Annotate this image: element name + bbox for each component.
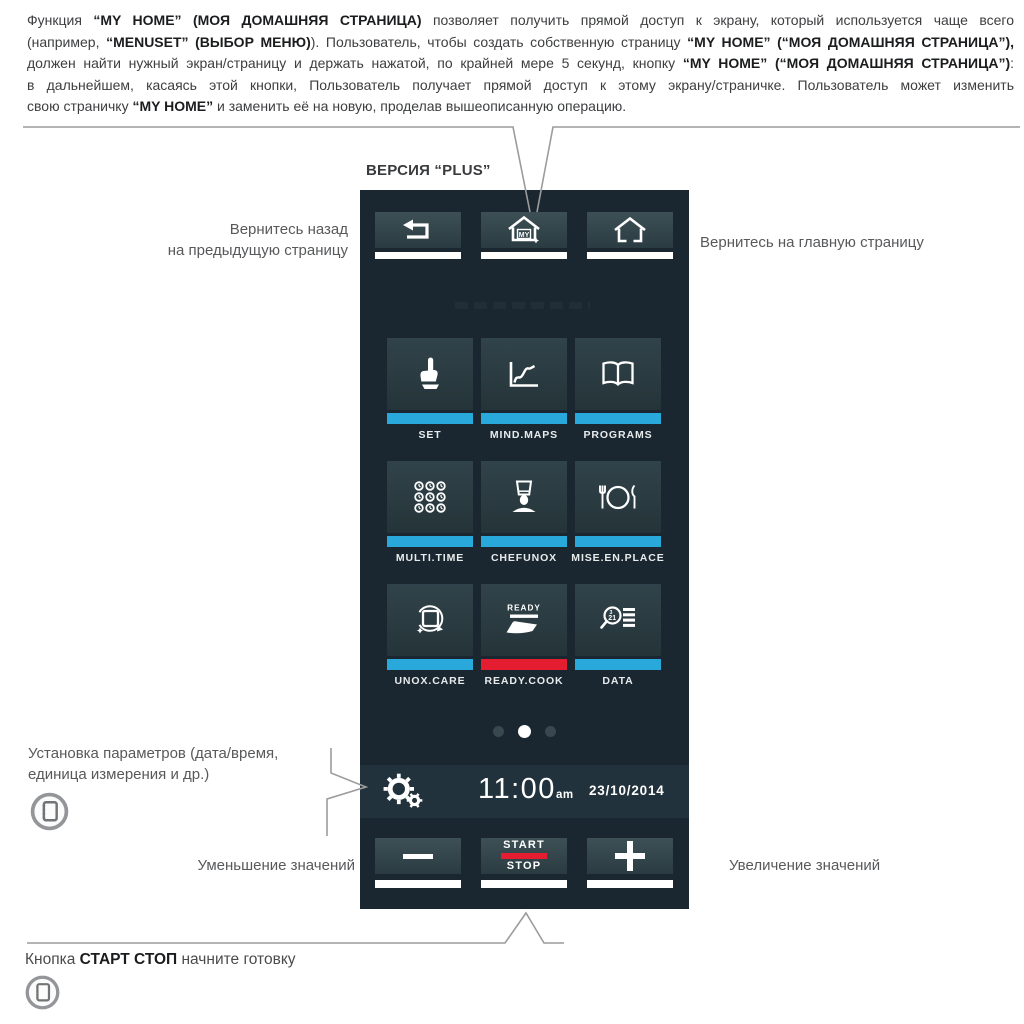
minus-button-underline [375, 880, 461, 888]
tile-label-mise-en-place: MISE.EN.PLACE [571, 552, 665, 564]
home-button[interactable] [587, 212, 673, 248]
tile-chefunox-bar [481, 536, 567, 547]
intro-line: (например, “MENUSET” (ВЫБОР МЕНЮ)). Пользователь, чтобы создать собственную страницу “MY HOME” (“МОЯ ДОМАШНЯЯ СТРАНИЦА”), [27, 33, 1014, 50]
tile-multi-time-bar [387, 536, 473, 547]
plate-cutlery-icon [597, 482, 639, 512]
tile-data[interactable] [575, 584, 661, 656]
tile-label-set: SET [418, 429, 442, 441]
tile-label-programs: PROGRAMS [583, 429, 653, 441]
tile-label-unox-care: UNOX.CARE [394, 675, 466, 687]
page-dot[interactable] [493, 726, 504, 737]
oven-display-panel [360, 190, 689, 909]
status-strip [360, 765, 689, 818]
tile-mise-en-place-bar [575, 536, 661, 547]
home-button-underline [587, 252, 673, 259]
tile-label-ready-cook: READY.COOK [484, 675, 564, 687]
tile-label-chefunox: CHEFUNOX [490, 552, 558, 564]
plus-icon [615, 841, 645, 871]
tile-ready-cook[interactable] [481, 584, 567, 656]
svg-text:READY: READY [507, 603, 541, 613]
start-stop-content [501, 840, 547, 872]
tile-mise-en-place[interactable] [575, 461, 661, 533]
intro-line: должен найти нужный экран/страницу и держать нажатой, по крайней мере 5 секунд, кнопку “MY HOME” (“МОЯ ДОМАШНЯЯ СТРАНИЦА”): [27, 55, 1014, 71]
faint-screen-text [455, 302, 590, 309]
tile-set-bar [387, 413, 473, 424]
annotation-decrease: Уменьшение значений [197, 857, 355, 874]
tile-data-bar [575, 659, 661, 670]
touch-hand-icon [415, 356, 445, 392]
annotation-home: Вернитесь на главную страницу [700, 234, 924, 251]
intro-line: в дальнейшем, касаясь этой кнопки, Пользователь получает прямой доступ к этому экрану/страничке. Пользователь может изменить [27, 76, 1014, 93]
tile-mind-maps-bar [481, 413, 567, 424]
tile-ready-cook-bar [481, 659, 567, 670]
plus-button-underline [587, 880, 673, 888]
svg-text:MY: MY [518, 231, 530, 239]
my-home-button-underline [481, 252, 567, 259]
clock-time: 11:00 [478, 773, 556, 805]
tile-multi-time[interactable] [387, 461, 473, 533]
start-stop-red-bar [501, 853, 547, 859]
start-stop-caption: Кнопка СТАРТ СТОП начните готовку [25, 951, 296, 968]
start-stop-button-underline [481, 880, 567, 888]
annotation-params [28, 743, 278, 785]
minus-icon [403, 854, 433, 859]
chef-icon [510, 479, 538, 515]
svg-text:21: 21 [608, 614, 617, 622]
magnifier-list-icon [599, 604, 637, 636]
gear-icon [382, 772, 424, 810]
annotation-back-line2: на предыдущую страницу [167, 242, 348, 259]
stop-label: STOP [506, 860, 542, 872]
tile-chefunox[interactable] [481, 461, 567, 533]
version-label: ВЕРСИЯ “PLUS” [366, 162, 491, 179]
intro-line: свою страничку “MY HOME” и заменить её на новую, проделав вышеописанную операцию. [27, 98, 627, 114]
page-dot[interactable] [545, 726, 556, 737]
intro-line: Функция “MY HOME” (МОЯ ДОМАШНЯЯ СТРАНИЦА) позволяет получить прямой доступ к экрану, который используется чаще всего [27, 12, 1014, 28]
tile-unox-care-bar [387, 659, 473, 670]
tile-programs[interactable] [575, 338, 661, 410]
home-icon [611, 215, 649, 245]
back-arrow-icon [400, 218, 436, 242]
tile-mind-maps[interactable] [481, 338, 567, 410]
tile-programs-bar [575, 413, 661, 424]
manual-notebook-icon [29, 791, 70, 832]
annotation-params-line1: Установка параметров (дата/время, [28, 745, 279, 762]
hand-tray-icon [503, 602, 545, 638]
settings-button[interactable] [382, 772, 424, 815]
my-home-button[interactable] [481, 212, 567, 248]
start-stop-button[interactable] [481, 838, 567, 874]
annotation-back-line1: Вернитесь назад [229, 221, 348, 238]
tile-unox-care[interactable] [387, 584, 473, 656]
open-book-icon [599, 359, 637, 389]
annotation-params-line2: единица измерения и др.) [28, 766, 210, 783]
clock-meridiem: am [556, 789, 574, 801]
tile-label-data: DATA [602, 675, 634, 687]
intro-paragraph [27, 10, 1014, 118]
start-label: START [503, 839, 545, 851]
svg-text:3: 3 [609, 609, 613, 616]
line-chart-icon [507, 359, 541, 389]
plus-button[interactable] [587, 838, 673, 874]
annotation-increase: Увеличение значений [729, 857, 881, 874]
back-button-underline [375, 252, 461, 259]
manual-notebook-icon [24, 974, 61, 1011]
annotation-back [168, 219, 348, 261]
back-button[interactable] [375, 212, 461, 248]
my-home-icon [505, 214, 543, 246]
clock-date: 23/10/2014 [589, 783, 665, 798]
tile-set[interactable] [387, 338, 473, 410]
rotate-square-icon [412, 602, 448, 638]
tile-label-mind-maps: MIND.MAPS [489, 429, 559, 441]
clock-grid-icon [413, 480, 447, 514]
page-dot[interactable] [518, 725, 531, 738]
tile-label-multi-time: MULTI.TIME [395, 552, 465, 564]
minus-button[interactable] [375, 838, 461, 874]
page-dots [360, 725, 689, 738]
